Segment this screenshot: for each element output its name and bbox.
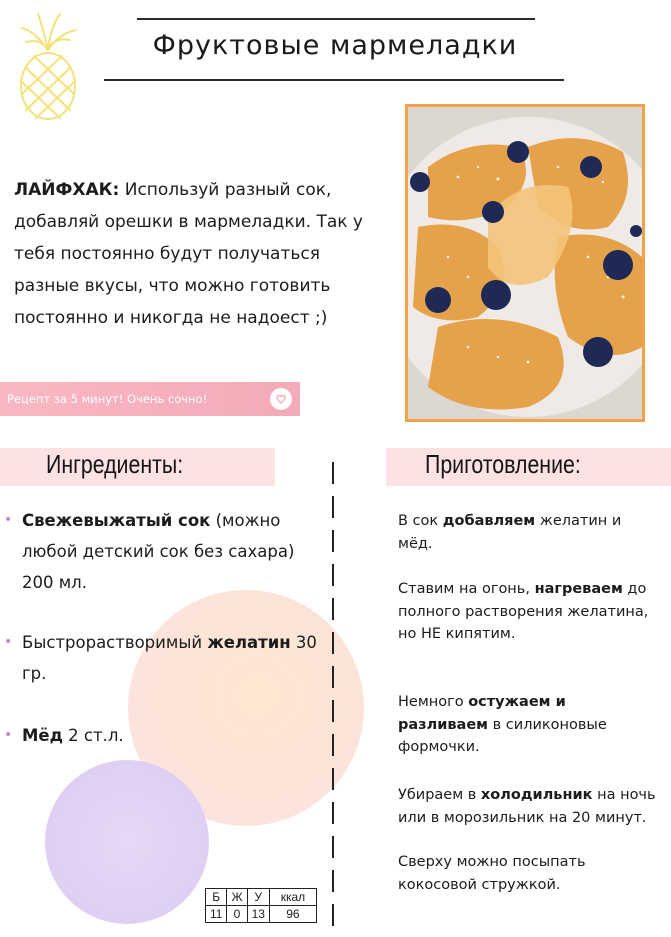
step-text: Ставим на огонь, нагреваем до полного растворения желатина, но НЕ кипятим. [398,581,649,642]
lifehack-body: Используй разный сок, добавляй орешки в мармеладки. Так у тебя постоянно будут получаться разные вкусы, что можно готовить постоянно и никогда не надоест ;) [14,180,363,328]
lifehack-text [14,174,374,334]
preparation-heading: Приготовление: [425,449,581,479]
bullet-icon: • [4,512,13,528]
pineapple-icon [8,10,88,122]
bullet-icon: • [4,727,13,743]
promo-banner-text: Рецепт за 5 минут! Очень сочно! [7,392,208,406]
step-text: Убираем в холодильник на ночь или в морозильник на 20 минут. [398,787,656,826]
page-title: Фруктовые мармеладки [152,30,518,61]
table-row: 11 0 13 96 [206,906,317,923]
lifehack-label: ЛАЙФХАК: [14,180,120,200]
marmalade-photo-image [408,107,642,419]
step-text: Сверху можно посыпать кокосовой стружкой. [398,854,586,893]
header-bottom-rule [104,79,564,81]
heart-badge-icon [270,388,292,410]
recipe-photo [405,104,645,422]
header-top-rule [137,18,535,20]
ingredients-heading: Ингредиенты: [46,449,184,479]
nutrition-table [205,888,317,923]
table-row: Б Ж У ккал [206,889,317,906]
step-text: В сок добавляем желатин и мёд. [398,513,622,552]
promo-banner [0,382,300,416]
bullet-icon: • [4,634,13,650]
step-text: Немного остужаем и разливаем в силиконовые формочки. [398,694,607,755]
column-divider [332,462,334,932]
lavender-circle-decoration [45,760,209,924]
